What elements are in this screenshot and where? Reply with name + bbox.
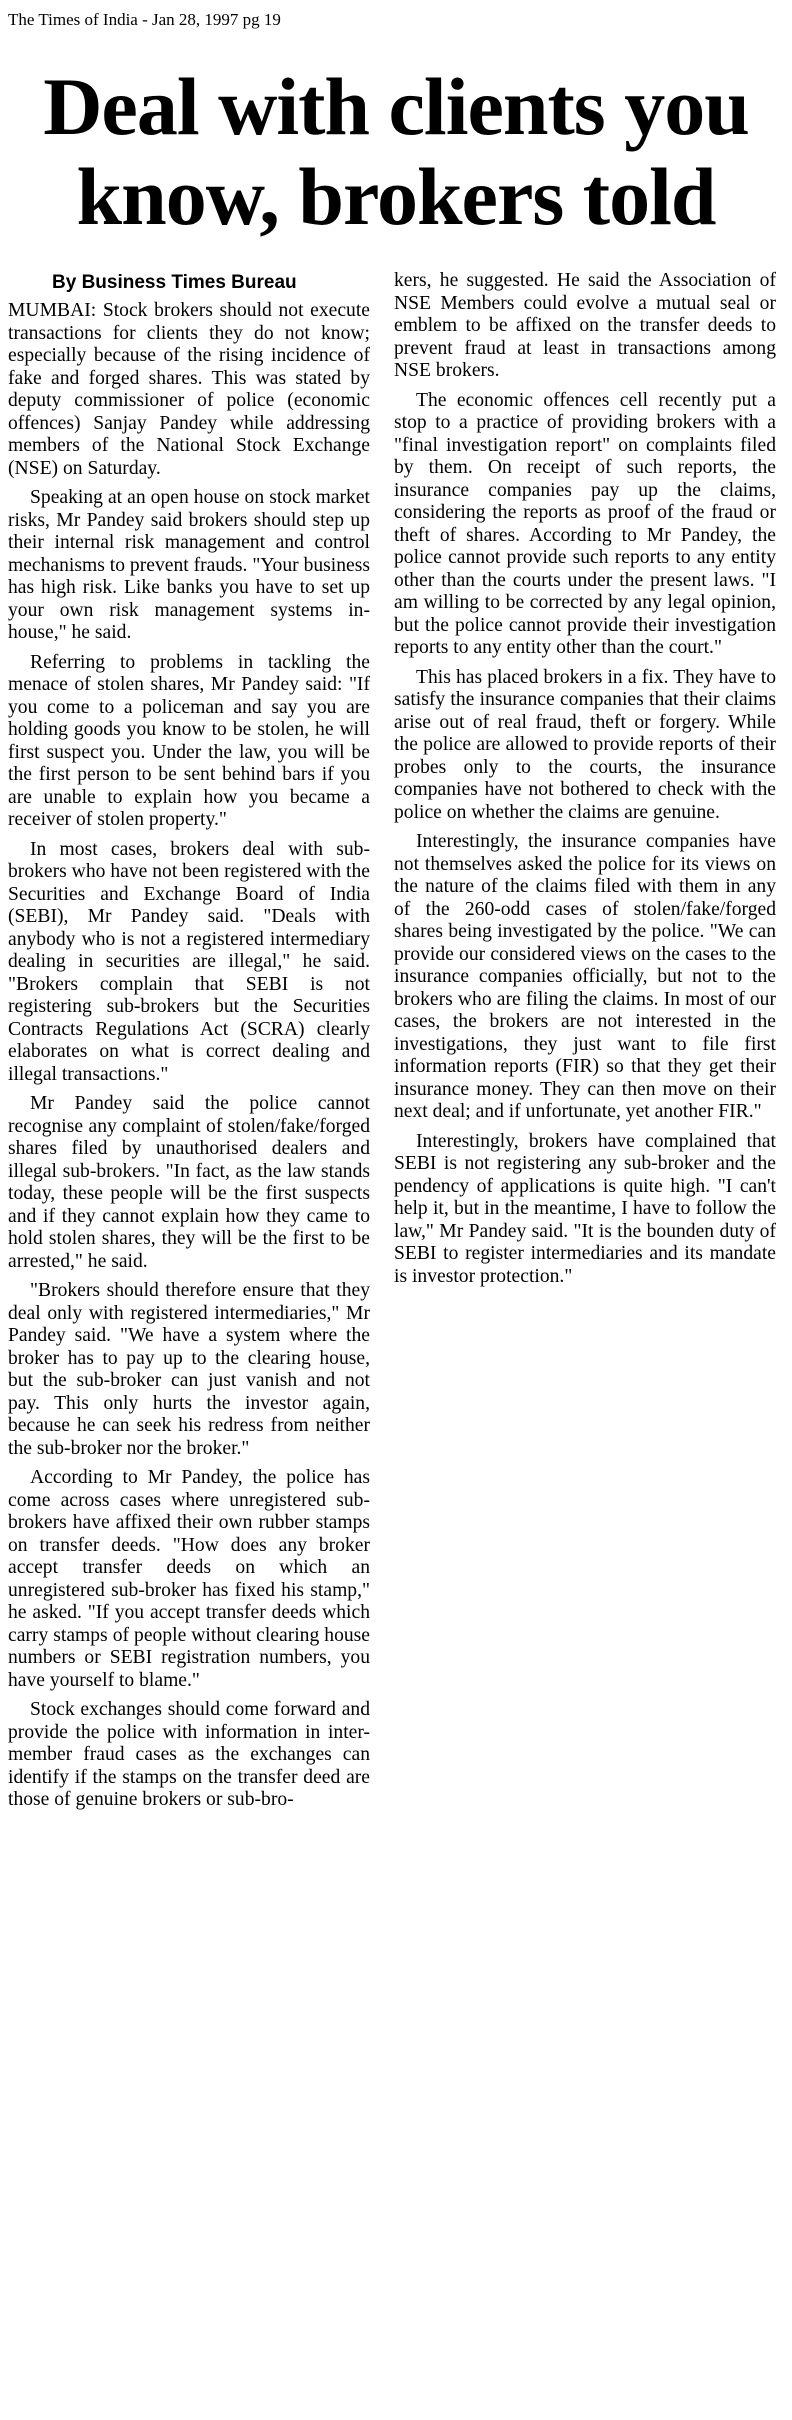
headline xyxy=(0,62,792,242)
paragraph: According to Mr Pandey, the police has come across cases where unregistered sub-brokers have affixed their own rubber stamps on transfer deeds. "How does any broker accept transfer deeds on which an unregistered sub-broker has fixed his stamp," he asked. "If you accept transfer deeds which carry stamps of people without clearing house numbers or SEBI registration numbers, you have yourself to blame." xyxy=(8,1467,370,1691)
paragraph: Mr Pandey said the police cannot recognise any complaint of stolen/fake/forged shares filed by unauthorised dealers and illegal sub-brokers. "In fact, as the law stands today, these people will be the first suspects and if they cannot explain how they came to hold stolen shares, they will be the first to be arrested," he said. xyxy=(8,1093,370,1272)
paragraph: MUMBAI: Stock brokers should not execute transactions for clients they do not know; especially because of the rising incidence of fake and forged shares. This was stated by deputy commissioner of police (economic offences) Sanjay Pandey while addressing members of the National Stock Exchange (NSE) on Saturday. xyxy=(8,300,370,479)
paragraph: Stock exchanges should come forward and provide the police with information in inter-member fraud cases as the exchanges can identify if the stamps on the transfer deed are those of genuine brokers or sub-bro- xyxy=(8,1699,370,1810)
paragraph: "Brokers should therefore ensure that they deal only with registered intermediaries," Mr Pandey said. "We have a system where the broker has to pay up to the clearing house, but the sub-broker can just vanish and not pay. This only hurts the investor again, because he can seek his redress from neither the sub-broker nor the broker." xyxy=(8,1280,370,1459)
paragraph: Referring to problems in tackling the menace of stolen shares, Mr Pandey said: "If you come to a policeman and say you are holding goods you know to be stolen, he will first suspect you. Under the law, you will be the first person to be sent behind bars if you are unable to explain how you became a receiver of stolen property." xyxy=(8,651,370,830)
paragraph: Speaking at an open house on stock market risks, Mr Pandey said brokers should step up their internal risk management and control mechanisms to prevent frauds. "Your business has high risk. Like banks you have to set up your own risk management systems in-house," he said. xyxy=(8,487,370,643)
paragraph: Interestingly, brokers have complained that SEBI is not registering any sub-broker and the pendency of applications is quite high. "I can't help it, but in the meantime, I have to follow the law," Mr Pandey said. "It is the bounden duty of SEBI to register intermediaries and its mandate is investor protection." xyxy=(394,1130,776,1287)
paragraph: Interestingly, the insurance companies have not themselves asked the police for its views on the nature of the claims filed with them in any of the 260-odd cases of stolen/fake/forged shares being investigated by the police. "We can provide our considered views on the cases to the insurance companies officially, but not to the brokers who are filing the claims. In most of our cases, the brokers are not interested in the investigations, they just want to file first information reports (FIR) so that they get their insurance money. They can then move on their next deal; and if unfortunate, yet another FIR." xyxy=(394,831,776,1122)
headline-line-2: know, brokers told xyxy=(76,151,716,242)
paragraph: kers, he suggested. He said the Association of NSE Members could evolve a mutual seal or emblem to be affixed on the transfer deeds to prevent fraud at least in transactions among NSE brokers. xyxy=(394,270,776,381)
byline: By Business Times Bureau xyxy=(52,272,297,293)
source-line: The Times of India - Jan 28, 1997 pg 19 xyxy=(8,10,281,29)
headline-line-1: Deal with clients you xyxy=(43,61,749,152)
article-column-left xyxy=(8,300,370,1819)
article-column-right xyxy=(394,270,776,1295)
paragraph: This has placed brokers in a fix. They have to satisfy the insurance companies that their claims arise out of real fraud, theft or forgery. While the police are allowed to provide reports of their probes only to the courts, the insurance companies have not bothered to check with the police on whether the claims are genuine. xyxy=(394,666,776,823)
paragraph: The economic offences cell recently put a stop to a practice of providing brokers with a "final investigation report" on complaints filed by them. On receipt of such reports, the insurance companies pay up the claims, considering the reports as proof of the fraud or theft of shares. According to Mr Pandey, the police cannot provide such reports to any entity other than the courts under the present laws. "I am willing to be corrected by any legal opinion, but the police cannot provide their investigation reports to any entity other than the court." xyxy=(394,389,776,658)
paragraph: In most cases, brokers deal with sub-brokers who have not been registered with the Securities and Exchange Board of India (SEBI), Mr Pandey said. "Deals with anybody who is not a registered intermediary dealing in securities are illegal," he said. "Brokers complain that SEBI is not registering sub-brokers but the Securities Contracts Regulations Act (SCRA) clearly elaborates on what is correct dealing and illegal transactions." xyxy=(8,838,370,1085)
